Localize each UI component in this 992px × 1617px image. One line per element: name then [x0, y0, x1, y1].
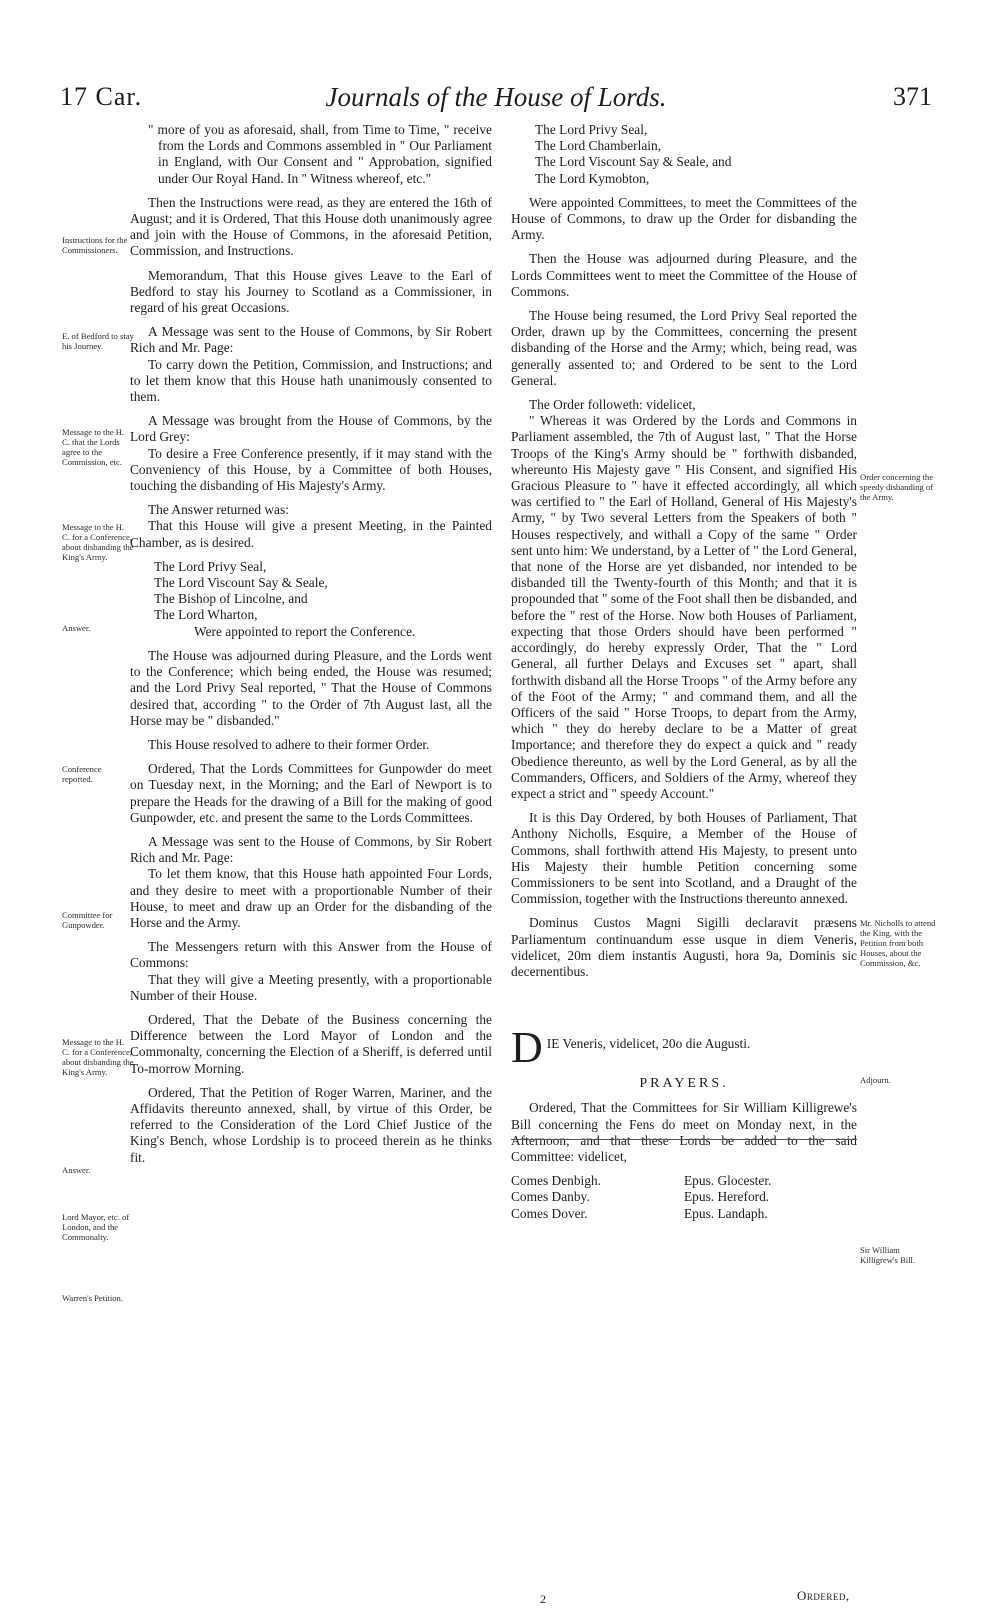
reporter-name: The Lord Wharton,: [154, 607, 258, 623]
house-adjourned: Then the House was adjourned during Pleasure, and the Lords Committees went to meet the Committee of the House of Commons.: [511, 251, 857, 299]
conference-report-paragraph: The House was adjourned during Pleasure, and the Lords went to the Conference; which being ended, the House was resumed; and the Lord Privy Seal reported, " That the House of Commons desired that, according " to the Order of 7th August last, all the Horse may be " disbanded.": [130, 647, 492, 728]
margin-note-lord-mayor: Lord Mayor, etc. of London, and the Commonalty.: [62, 1212, 130, 1242]
answer-intro: The Answer returned was:: [148, 502, 289, 518]
margin-note-bedford: E. of Bedford to stay his Journey.: [62, 331, 134, 351]
message-brought: A Message was brought from the House of Commons, by the Lord Grey:: [130, 413, 492, 445]
commission-quote-end: " more of you as aforesaid, shall, from Time to Time, " receive from the Lords and Commons assembled in " Our Parliament in England, with Our Consent and " Approbation, signified under Our Royal Hand. In " Witness whereof, etc.": [148, 122, 492, 186]
committee-name: The Lord Privy Seal,: [535, 122, 648, 137]
message-sent-1: A Message was sent to the House of Commons, by Sir Robert Rich and Mr. Page:: [130, 324, 492, 356]
reporters-appointed: Were appointed to report the Conference.: [194, 623, 416, 639]
gunpowder-order: Ordered, That the Lords Committees for Gunpowder do meet on Tuesday next, in the Morning; and the Earl of Newport is to prepare the Heads for the drawing of a Bill for the making of good Gunpowder, etc. and present the same to the Lords Committees.: [130, 761, 492, 825]
signature-mark: 2: [540, 1592, 546, 1606]
margin-note-killigrew: Sir William Killigrew's Bill.: [860, 1245, 916, 1265]
margin-note-adjourn: Adjourn.: [860, 1075, 891, 1085]
committees-appointed: Were appointed Committees, to meet the Committees of the House of Commons, to draw up the Order for disbanding the Army.: [511, 194, 857, 243]
day-heading: [511, 1026, 857, 1068]
reporter-name: The Bishop of Lincolne, and: [154, 591, 308, 607]
left-column: [130, 122, 492, 1166]
right-column: [511, 122, 857, 1222]
lords-temporal: [511, 1173, 684, 1222]
margin-note-conference-reported: Conference reported.: [62, 764, 102, 784]
margin-note-nicholls: Mr. Nicholls to attend the King, with the Petition from both Houses, about the Commission, &c.: [860, 918, 936, 968]
lord-name: Epus. Landaph.: [684, 1205, 768, 1221]
margin-note-warren: Warren's Petition.: [62, 1293, 123, 1303]
message-content-3: To let them know, that this House hath appointed Four Lords, and they desire to meet with a proportionable Number of their House, to meet and draw up an Order for the disbanding of the Horse and the Army.: [130, 866, 492, 930]
lord-name: Comes Danby.: [511, 1189, 590, 1205]
margin-note-gunpowder: Committee for Gunpowder.: [62, 910, 113, 930]
prayers-heading: PRAYERS.: [639, 1076, 729, 1092]
lord-mayor-order: Ordered, That the Debate of the Business concerning the Difference between the Lord Mayor of London and the Commonalty, concerning the Election of a Sheriff, is deferred until To-morrow Morning.: [130, 1011, 492, 1076]
reporter-name: The Lord Privy Seal,: [154, 558, 267, 574]
lord-name: Comes Denbigh.: [511, 1173, 602, 1189]
margin-note-order-disbanding: Order concerning the speedy disbanding of the Army.: [860, 472, 934, 502]
committee-name: The Lord Viscount Say & Seale, and: [535, 154, 732, 170]
messengers-return: The Messengers return with this Answer from the House of Commons:: [130, 939, 492, 971]
warren-order: Ordered, That the Petition of Roger Warren, Mariner, and the Affidavits thereunto annexed, shall, by virtue of this Order, be referred to the Consideration of the Lord Chief Justice of the King's Bench, whose Lordship is to proceed therein as he thinks fit.: [130, 1084, 492, 1165]
order-reported: The House being resumed, the Lord Privy Seal reported the Order, drawn up by the Committees, concerning the present disbanding of the Horse and the Army; which, being read, was generally assented to; and Ordered to be sent to the Lord General.: [511, 308, 857, 388]
killigrew-order: Ordered, That the Committees for Sir William Killigrewe's Bill concerning the Fens do meet on Monday next, in the Afternoon; and that these Lords be added to the said Committee: videlicet,: [511, 1100, 857, 1164]
answer-content: That this House will give a present Meeting, in the Painted Chamber, as is desired.: [130, 518, 492, 550]
reporters-list: [130, 559, 492, 640]
instructions-paragraph: Then the Instructions were read, as they are entered the 16th of August; and it is Ordered, That this House doth unanimously agree and join with the House of Commons, in the aforesaid Petition, Commission, and Instructions.: [130, 194, 492, 259]
day-divider-rule: [511, 1139, 857, 1140]
margin-note-message-commission: Message to the H. C. that the Lords agree to the Commission, etc.: [62, 427, 125, 467]
reporter-name: The Lord Viscount Say & Seale,: [154, 575, 328, 591]
page-header: [60, 82, 932, 118]
message-content-2: To desire a Free Conference presently, if it may stand with the Conveniency of this House, by a Committee of both Houses, touching the disbanding of His Majesty's Army.: [130, 445, 492, 494]
adjournment-latin: Dominus Custos Magni Sigilli declaravit præsens Parliamentum continuandum esse usque in diem Veneris, videlicet, 20m diem instantis Augusti, hora 9a, Dominis sic decernentibus.: [511, 915, 857, 979]
margin-note-answer-2: Answer.: [62, 1165, 91, 1175]
message-sent-2: A Message was sent to the House of Commons, by Sir Robert Rich and Mr. Page:: [130, 833, 492, 866]
page-number: 371: [893, 82, 932, 111]
lord-name: Epus. Glocester.: [684, 1173, 772, 1189]
catchword: Ordered,: [797, 1588, 850, 1603]
regnal-year: 17 Car.: [60, 82, 143, 111]
added-lords-list: [511, 1173, 857, 1222]
day-heading-text: IE Veneris, videlicet, 20o die Augusti.: [546, 1036, 751, 1052]
disbanding-order-text: " Whereas it was Ordered by the Lords and Commons in Parliament assembled, the 7th of August last, " That the Horse Troops of the King's Army should be " forthwith disbanded, whereunto His Majesty gave " His Consent, and signified His Gracious Pleasure to " have it effected accordingly, all which was certified to " the Earl of Holland, General of His Majesty's Army, " by Two several Letters from the Speakers of both " Houses respectively, and withall a Copy of the same " Order sent unto him: We understand, by a Letter of " the Lord General, that none of the Horse are yet disbanded, nor intended to be disbanded till the Twenty-fourth of this Month; and that it is propounded that " some of the Foot shall then be disbanded, and before the " rest of the Horse. Now both Houses of Parliament, expecting that those Orders should have been performed " accordingly, do hereby expressly Order, That the " Lord General, all further Delays and Excuses set " apart, shall forthwith disband all the Horse Troops " of the Army before any of the Foot of the Army; " and command them, and all the Officers of the said " Horse Troops, to depart from the Army, which " they do hereby declare to be a Matter of great Importance; and therefore they do expect a quick and " ready Obedience thereunto, as well by the Lord General, as by all the Commanders, Officers, and Soldiers of the Army, whereof they expect a strict and " speedy Account.": [511, 413, 857, 801]
lord-name: Epus. Hereford.: [684, 1189, 770, 1205]
lord-name: Comes Dover.: [511, 1205, 588, 1221]
drop-cap: D: [511, 1026, 543, 1069]
running-title: Journals of the House of Lords.: [325, 82, 667, 112]
message-content-1: To carry down the Petition, Commission, and Instructions; and to let them know that this House hath unanimously consented to them.: [130, 356, 492, 405]
order-followeth: The Order followeth: videlicet,: [529, 397, 696, 413]
messengers-answer: That they will give a Meeting presently, with a proportionable Number of their House.: [130, 971, 492, 1003]
nicholls-order: It is this Day Ordered, by both Houses of Parliament, That Anthony Nicholls, Esquire, a Member of the House of Commons, shall forthwith attend His Majesty, to present unto His Majesty their humble Petition concerning some Commissioners to be sent into Scotland, and a Draught of the Commission, together with the Instructions thereunto annexed.: [511, 810, 857, 907]
memorandum-paragraph: Memorandum, That this House gives Leave to the Earl of Bedford to stay his Journey to Scotland as a Commissioner, in regard of his great Occasions.: [130, 267, 492, 316]
committee-list: [511, 122, 857, 187]
margin-note-answer: Answer.: [62, 623, 91, 633]
margin-note-instructions: Instructions for the Commissioners.: [62, 235, 128, 255]
lords-spiritual: [684, 1173, 857, 1222]
committee-name: The Lord Kymobton,: [535, 170, 650, 186]
margin-note-message-conference-2: Message to the H. C. for a Conference, about disbanding the King's Army.: [62, 1037, 134, 1077]
margin-note-message-conference: Message to the H. C. for a Conference, about disbanding the King's Army.: [62, 522, 134, 562]
committee-name: The Lord Chamberlain,: [535, 138, 662, 154]
resolution-paragraph: This House resolved to adhere to their former Order.: [148, 736, 430, 752]
